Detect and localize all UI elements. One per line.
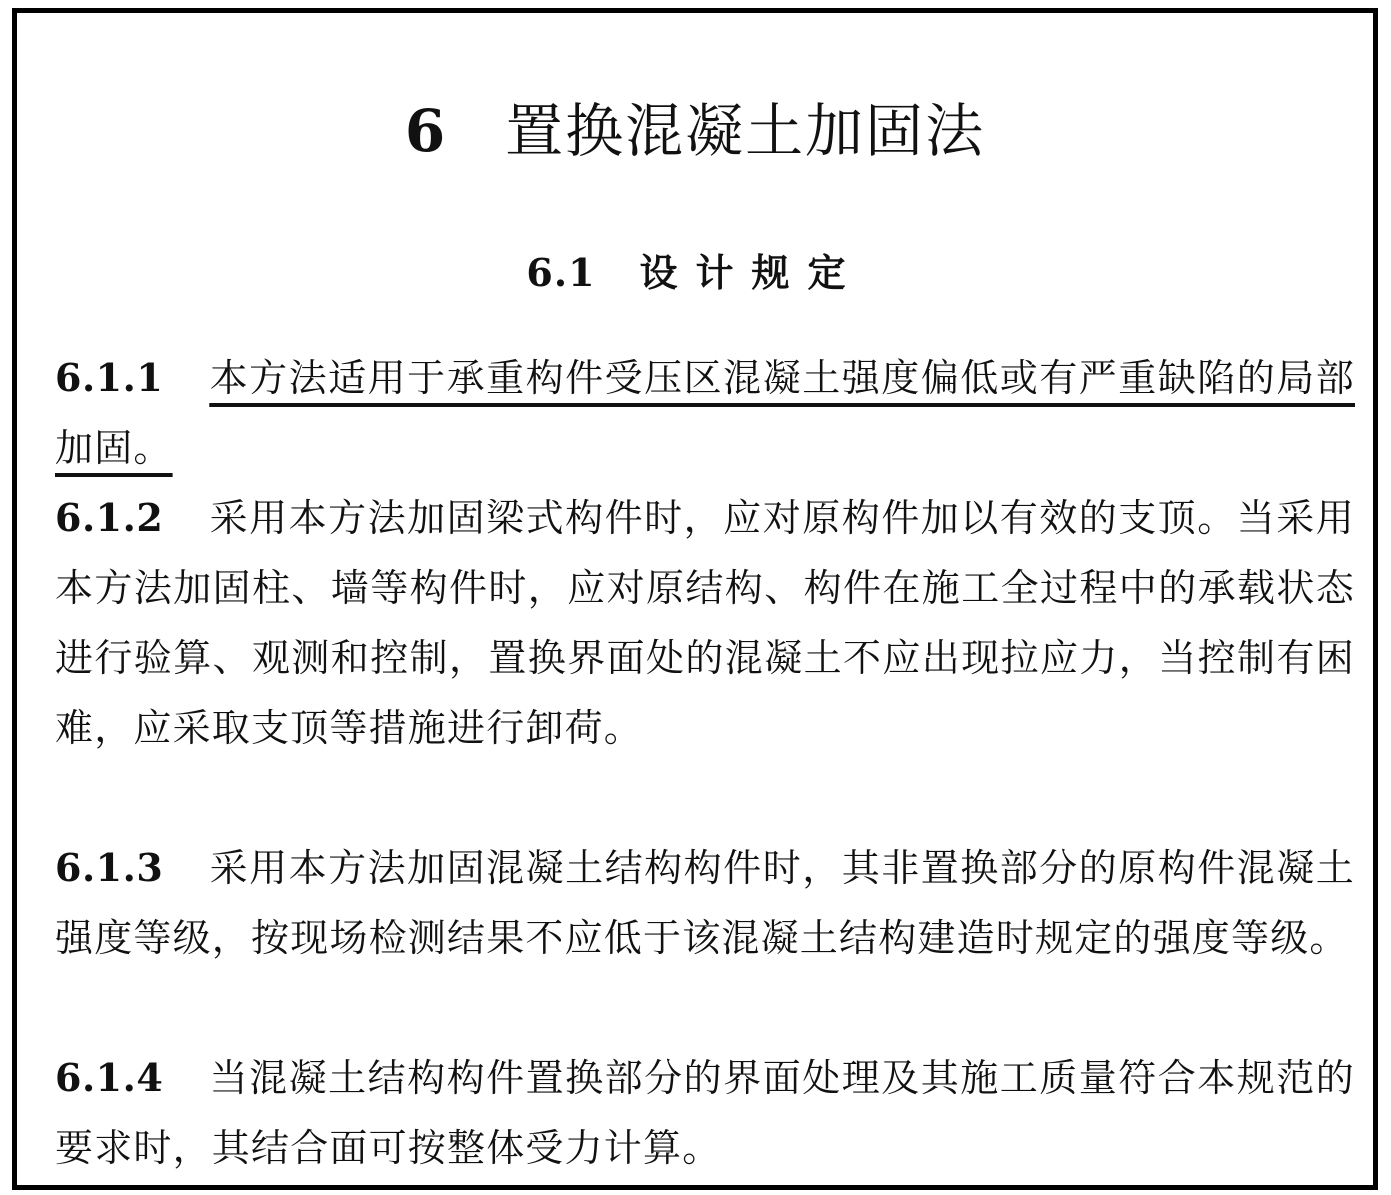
chapter-heading — [17, 93, 1373, 169]
chapter-title-text: 置换混凝土加固法 — [505, 97, 986, 165]
clause-number: 6.1.1 — [55, 355, 164, 400]
clause-6-1-3 — [55, 833, 1355, 973]
clause-text: 当混凝土结构构件置换部分的界面处理及其施工质量符合本规范的要求时，其结合面可按整体受力计算。 — [55, 1056, 1355, 1170]
clause-text-underlined: 本方法适用于承重构件受压区混凝土强度偏低或有严重缺陷的局部加固。 — [55, 356, 1355, 470]
clause-number: 6.1.2 — [55, 495, 164, 540]
clause-6-1-4 — [55, 1043, 1355, 1183]
section-heading — [17, 245, 1373, 301]
page-frame — [12, 8, 1378, 1190]
clause-text: 采用本方法加固混凝土结构构件时，其非置换部分的原构件混凝土强度等级，按现场检测结果不应低于该混凝土结构建造时规定的强度等级。 — [55, 846, 1355, 960]
clause-number: 6.1.4 — [55, 1055, 164, 1100]
clause-6-1-1 — [55, 343, 1355, 483]
chapter-number: 6 — [404, 97, 448, 165]
clause-number: 6.1.3 — [55, 845, 164, 890]
section-title-text: 设计规定 — [639, 250, 864, 295]
clause-6-1-2 — [55, 483, 1355, 763]
clause-text: 采用本方法加固梁式构件时，应对原构件加以有效的支顶。当采用本方法加固柱、墙等构件时，应对原结构、构件在施工全过程中的承载状态进行验算、观测和控制，置换界面处的混凝土不应出现拉应力，当控制有困难，应采取支顶等措施进行卸荷。 — [55, 496, 1355, 750]
section-number: 6.1 — [526, 250, 596, 295]
